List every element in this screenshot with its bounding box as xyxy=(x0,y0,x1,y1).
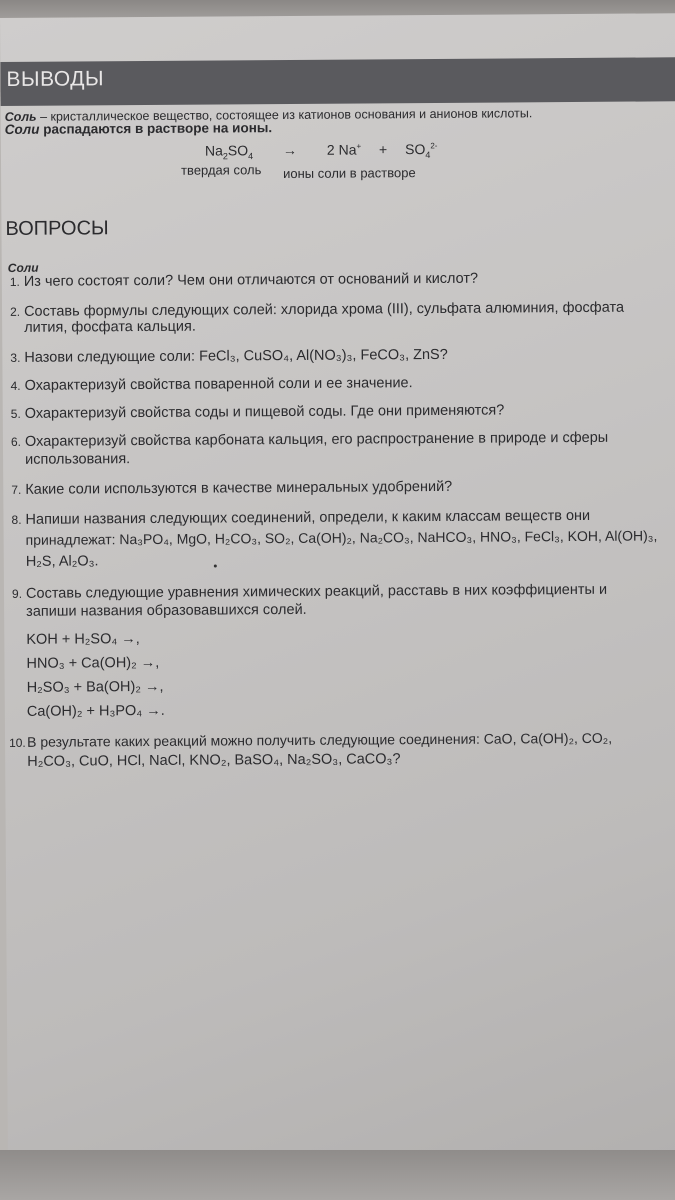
question-3 xyxy=(10,347,447,366)
question-3-text: Назови следующие соли: FeCl₃, CuSO₄, Al(NO₃)₃, FeCO₃, ZnS? xyxy=(24,346,448,366)
question-9-line2: запиши названия образовавшихся солей. xyxy=(26,601,307,620)
question-8-line3: H₂S, Al₂O₃. xyxy=(25,553,99,570)
question-9 xyxy=(12,582,607,602)
dissociation-term: Соли xyxy=(4,121,40,137)
question-1 xyxy=(10,271,478,290)
question-6 xyxy=(11,430,608,450)
question-4 xyxy=(11,375,413,394)
question-2-number: 2. xyxy=(10,304,21,319)
question-2 xyxy=(10,300,624,320)
conclusions-title: ВЫВОДЫ xyxy=(6,67,105,91)
eq-right-so: SO xyxy=(405,141,426,158)
question-8 xyxy=(11,508,590,528)
question-7 xyxy=(11,479,452,498)
reaction-1: KOH + H₂SO₄ →, xyxy=(26,631,140,648)
definition-term: Соль xyxy=(4,109,37,124)
question-1-number: 1. xyxy=(9,274,20,289)
eq-arrow: → xyxy=(282,141,298,159)
question-6-text-line1: Охарактеризуй свойства карбоната кальция, его распространение в природе и сферы xyxy=(24,429,609,450)
question-8-number: 8. xyxy=(11,512,22,527)
reaction-3: H₂SO₃ + Ba(OH)₂ →, xyxy=(26,678,164,696)
textbook-page xyxy=(0,13,675,1166)
eq-left-so: SO xyxy=(227,142,249,159)
question-5-number: 5. xyxy=(10,406,21,421)
eq-right-na-charge: + xyxy=(356,141,362,151)
question-7-number: 7. xyxy=(11,482,22,497)
eq-right-so-charge: 2- xyxy=(430,141,438,151)
definition-text: – кристаллическое вещество, состоящее из катионов основания и анионов кислоты. xyxy=(36,106,533,124)
bottom-shadow xyxy=(0,1150,675,1200)
dissociation-equation xyxy=(205,141,438,161)
dissociation-text: распадаются в растворе на ионы. xyxy=(39,120,273,137)
page-speck xyxy=(214,564,217,567)
questions-title: ВОПРОСЫ xyxy=(5,217,109,240)
question-8-text-line1: Напиши названия следующих соединений, определи, к каким классам веществ они xyxy=(25,507,591,528)
reaction-4: Ca(OH)₂ + H₃PO₄ →. xyxy=(26,702,165,720)
eq-left-sub1: 2 xyxy=(222,151,228,162)
question-9-number: 9. xyxy=(11,586,23,601)
question-8-line2: принадлежат: Na₃PO₄, MgO, H₂CO₃, SO₂, Ca(OH)₂, Na₂CO₃, NaHCO₃, HNO₃, FeCl₃, KOH, Al(OH)₃, xyxy=(25,527,658,548)
question-3-number: 3. xyxy=(10,350,21,365)
eq-right-na: 2 Na xyxy=(326,141,357,158)
question-10-number: 10. xyxy=(9,735,26,750)
question-10 xyxy=(9,730,612,750)
questions-subtitle: Соли xyxy=(7,260,39,275)
question-10-text-line1: В результате каких реакций можно получить следующие соединения: CaO, Ca(OH)₂, CO₂, xyxy=(26,729,613,750)
eq-plus: + xyxy=(378,141,388,158)
question-2-text-line1: Составь формулы следующих солей: хлорида хрома (III), сульфата алюминия, фосфата xyxy=(23,299,625,320)
question-4-text: Охарактеризуй свойства поваренной соли и ее значение. xyxy=(24,375,413,394)
label-ions: ионы соли в растворе xyxy=(283,165,416,182)
question-1-text: Из чего состоят соли? Чем они отличаются от оснований и кислот? xyxy=(23,270,479,290)
eq-left-sub2: 4 xyxy=(248,151,254,162)
reaction-2: HNO₃ + Ca(OH)₂ →, xyxy=(26,654,160,672)
question-2-line2: лития, фосфата кальция. xyxy=(24,318,196,336)
question-6-line2: использования. xyxy=(25,451,131,468)
label-solid-salt: твердая соль xyxy=(181,162,262,178)
question-9-text-line1: Составь следующие уравнения химических реакций, расставь в них коэффициенты и xyxy=(25,581,608,602)
question-5 xyxy=(11,402,505,421)
question-7-text: Какие соли используются в качестве минеральных удобрений? xyxy=(25,478,453,498)
dissociation-statement xyxy=(5,120,272,137)
eq-right-so-sub: 4 xyxy=(425,149,431,160)
question-4-number: 4. xyxy=(10,378,21,393)
eq-left-na: Na xyxy=(204,142,223,159)
question-5-text: Охарактеризуй свойства соды и пищевой соды. Где они применяются? xyxy=(24,402,505,422)
question-6-number: 6. xyxy=(10,434,22,449)
question-10-line2: H₂CO₃, CuO, HCl, NaCl, KNO₂, BaSO₄, Na₂SO₃, CaCO₃? xyxy=(27,751,401,770)
